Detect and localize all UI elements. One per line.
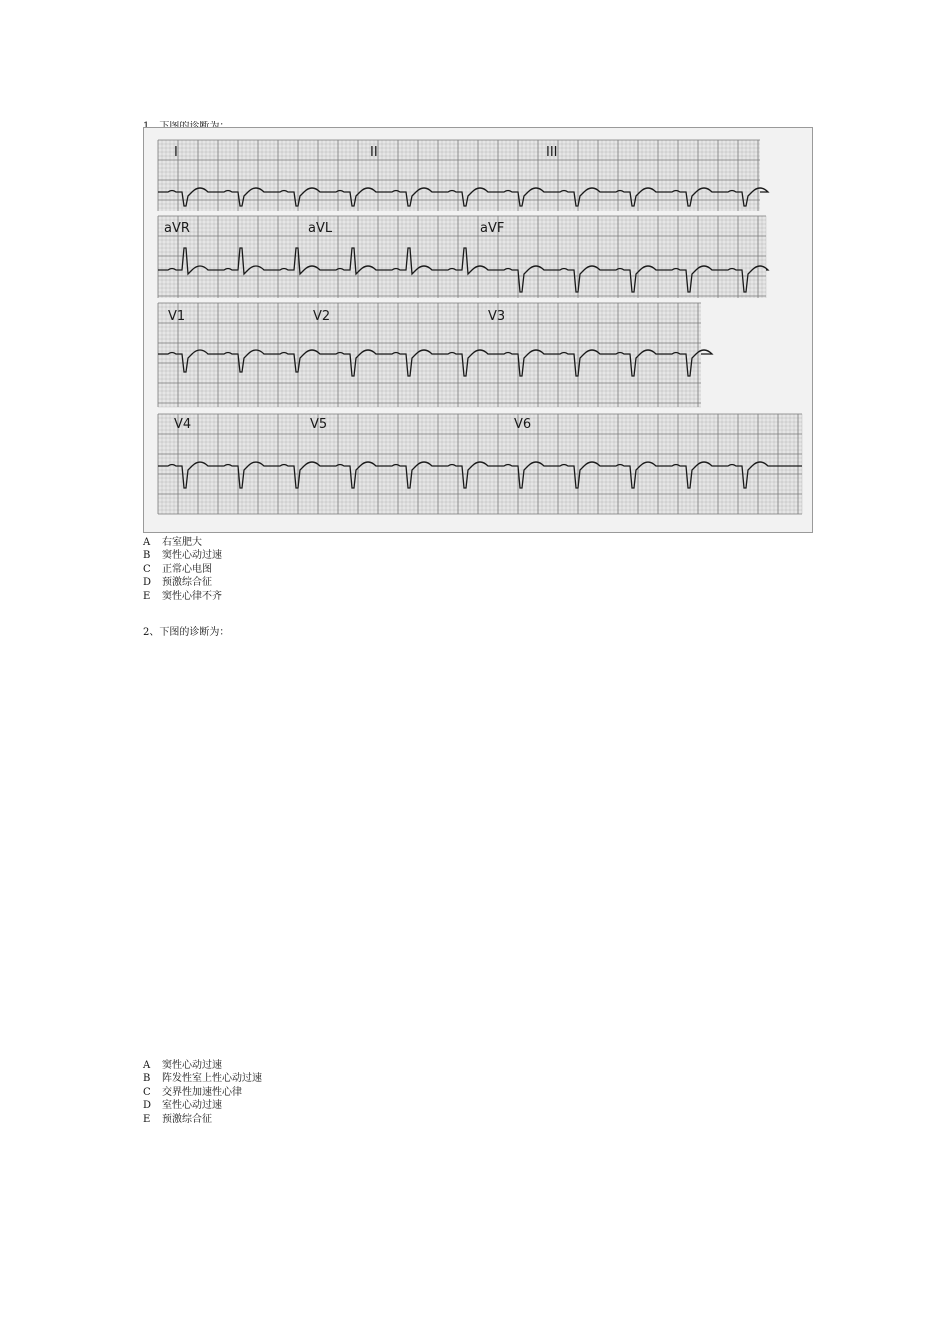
lead-label: aVR xyxy=(164,221,190,236)
lead-label: aVF xyxy=(480,221,505,236)
option-e[interactable]: E 窦性心律不齐 xyxy=(143,590,222,602)
option-a[interactable]: A 窦性心动过速 xyxy=(143,1060,222,1071)
lead-label: II xyxy=(370,145,378,160)
question-2-title: 2、下图的诊断为： xyxy=(143,627,230,638)
option-a[interactable]: A 右室肥大 xyxy=(143,537,202,548)
lead-label: V1 xyxy=(168,309,186,324)
lead-label: V5 xyxy=(310,417,328,432)
ecg-strip-row-2 xyxy=(158,216,768,298)
option-e[interactable]: E 预激综合征 xyxy=(143,1113,212,1125)
question-2-options xyxy=(143,1059,262,1126)
option-c[interactable]: C 交界性加速性心律 xyxy=(143,1086,242,1098)
lead-label: V6 xyxy=(514,417,532,432)
option-c[interactable]: C 正常心电图 xyxy=(143,563,212,575)
ecg-strip-row-3 xyxy=(158,303,712,407)
option-b[interactable]: B 阵发性室上性心动过速 xyxy=(143,1073,262,1085)
lead-label: V4 xyxy=(174,417,192,432)
ecg-strip-row-4 xyxy=(158,414,802,514)
lead-label: aVL xyxy=(308,221,333,236)
ecg-image xyxy=(143,127,813,533)
lead-label: I xyxy=(174,145,178,160)
lead-label: V2 xyxy=(313,309,331,324)
ecg-strip-row-1 xyxy=(158,140,768,211)
lead-label: V3 xyxy=(488,309,506,324)
question-1-options xyxy=(143,536,222,603)
lead-label: III xyxy=(546,145,558,160)
option-d[interactable]: D 预激综合征 xyxy=(143,577,212,589)
option-b[interactable]: B 窦性心动过速 xyxy=(143,550,222,562)
option-d[interactable]: D 室性心动过速 xyxy=(143,1100,222,1112)
